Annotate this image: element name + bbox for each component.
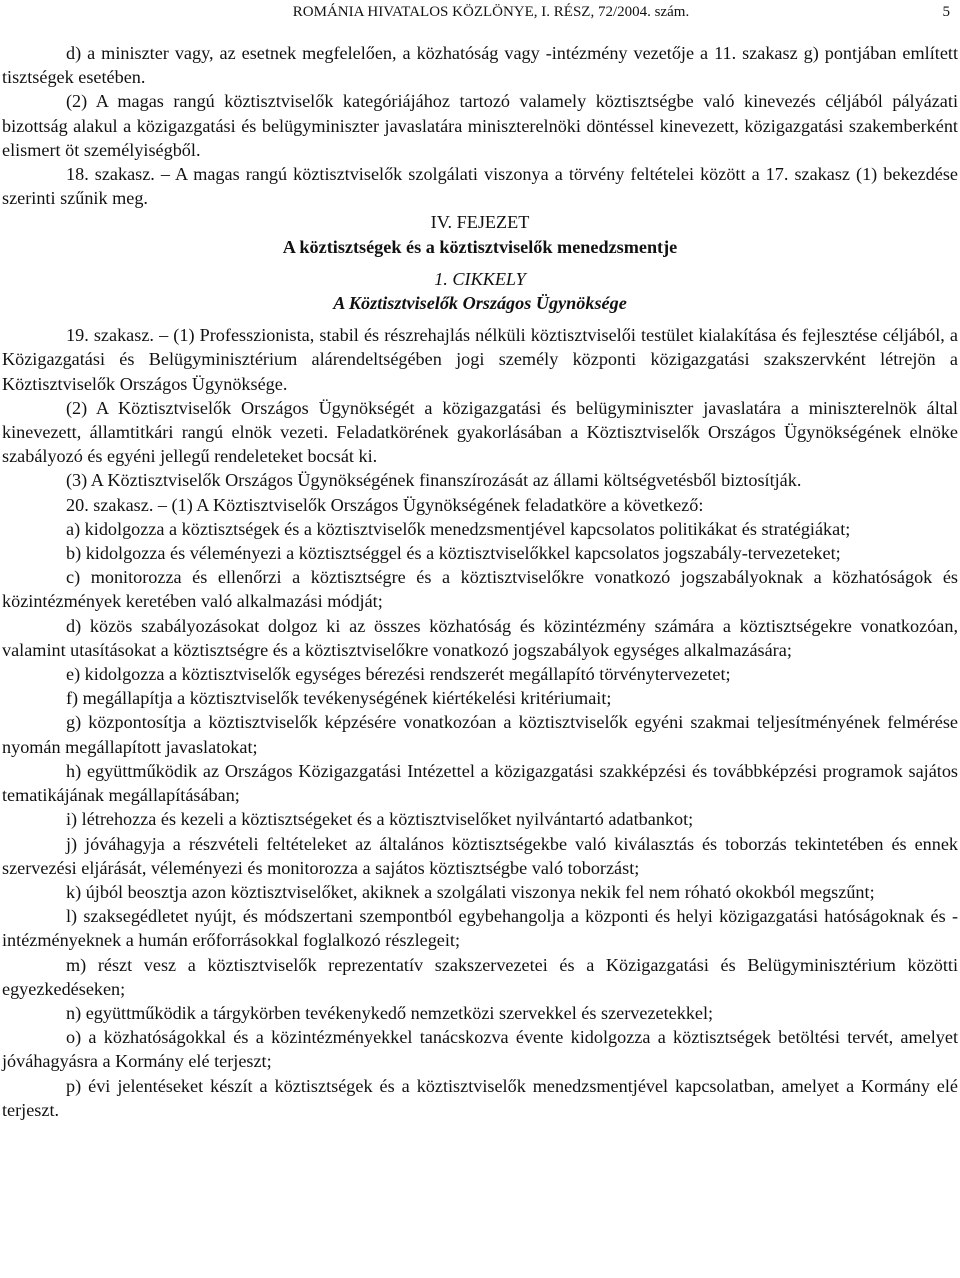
article-number: 1. CIKKELY [434, 268, 526, 289]
page-number: 5 [942, 4, 950, 20]
list-item-b: b) kidolgozza és véleményezi a köztisztséggel és a köztisztviselőkkel kapcsolatos jogszabály-tervezeteket; [66, 543, 841, 564]
list-item-p: p) évi jelentéseket készít a köztisztségek és a köztisztviselők menedzsmentjével kapcsolatban, amelyet a Kormány elé terjeszt. [2, 1075, 958, 1120]
list-item-k: k) újból beosztja azon köztisztviselőket, akiknek a szolgálati viszonya nekik fel nem róható okokból megszűnt; [66, 881, 875, 902]
list-item-o: o) a közhatóságokkal és a közintézményekkel tanácskozva évente kidolgozza a köztisztségek betöltési tervét, amelyet jóváhagyásra a Kormány elé terjeszt; [2, 1027, 958, 1072]
list-item-m: m) részt vesz a köztisztviselők reprezentatív szakszervezetei és a Közigazgatási és Belügyminisztérium közötti egyezkedéseken; [2, 954, 958, 999]
list-item-g: g) központosítja a köztisztviselők képzésére vonatkozóan a köztisztviselők egyéni szakmai teljesítményének felmérése nyomán megállapított javaslatokat; [2, 712, 958, 757]
list-item-i: i) létrehozza és kezeli a köztisztségeket és a köztisztviselőket nyilvántartó adatbankot; [66, 809, 694, 830]
list-item-h: h) együttműködik az Országos Közigazgatási Intézettel a közigazgatási szakképzési és továbbképzési programok sajátos tematikájának megállapításában; [2, 760, 958, 806]
chapter-number: IV. FEJEZET [430, 212, 530, 233]
paragraph-18: 18. szakasz. – A magas rangú köztisztviselők szolgálati viszonya a törvény feltételei között a 17. szakasz (1) bekezdése szerinti szűnik meg. [2, 164, 958, 209]
article-title: A Köztisztviselők Országos Ügynöksége [333, 293, 627, 314]
paragraph-19-3: (3) A Köztisztviselők Országos Ügynökségének finanszírozását az állami költségvetésből biztosítják. [66, 470, 802, 491]
list-item-a: a) kidolgozza a köztisztségek és a köztisztviselők menedzsmentjével kapcsolatos politikákat és stratégiákat; [66, 518, 851, 539]
list-item-j: j) jóváhagyja a részvételi feltételeket az általános köztisztségekbe való kiválasztás és toborzás tekintetében és ennek szervezési eljárását, véleményezi és monitorozza a sajátos köztisztségbe való toborzást; [2, 833, 958, 878]
list-item-c: c) monitorozza és ellenőrzi a köztisztségre és a köztisztviselőkre vonatkozó jogszabályoknak a közhatóságok és közintézmények keretében való alkalmazási módját; [2, 567, 958, 612]
gazette-title: ROMÁNIA HIVATALOS KÖZLÖNYE, I. RÉSZ, 72/2004. szám. [292, 4, 690, 20]
list-item-d: d) közös szabályozásokat dolgoz ki az összes közhatóság és közintézmény számára a köztisztségekre vonatkozóan, valamint utasításokat a köztisztségre és a köztisztviselőkre vonatkozó jogszabályok egységes alkalmazására; [2, 615, 958, 660]
list-item-e: e) kidolgozza a köztisztviselők egységes bérezési rendszerét megállapító törvénytervezetet; [66, 664, 731, 685]
running-header [2, 2, 958, 22]
list-item-l: l) szaksegédletet nyújt, és módszertani szempontból egybehangolja a központi és helyi közigazgatási hatóságoknak és -intézményeknek a humán erőforrásokkal foglalkozó részlegeit; [2, 906, 958, 951]
paragraph-19-1: 19. szakasz. – (1) Professzionista, stabil és részrehajlás nélküli köztisztviselői testület kialakítása és fejlesztése céljából, a Közigazgatási és Belügyminisztérium alárendeltségében jogi személy központi közigazgatási szakszervként létrejön a Köztisztviselők Országos Ügynöksége. [2, 325, 958, 394]
paragraph-17-1-d: d) a miniszter vagy, az esetnek megfelelően, a közhatóság vagy -intézmény vezetője a 11. szakasz g) pontjában említett tisztségek esetében. [2, 43, 958, 88]
paragraph-19-2: (2) A Köztisztviselők Országos Ügynökségét a közigazgatási és belügyminiszter javaslatára a miniszterelnök által kinevezett, államtitkári rangú elnök vezeti. Feladatkörének gyakorlásában a Köztisztviselők Országos Ügynökségének elnöke szabályozó és egyéni jellegű rendeleteket bocsát ki. [2, 397, 958, 467]
paragraph-17-2: (2) A magas rangú köztisztviselők kategóriájához tartozó valamely köztisztségbe való kinevezés céljából pályázati bizottság alakul a közigazgatási és belügyminiszter javaslatára miniszterelnöki döntéssel kinevezett, közigazgatási szakemberként elismert öt személyiségből. [2, 91, 958, 160]
chapter-title: A köztisztségek és a köztisztviselők menedzsmentje [282, 236, 678, 257]
list-item-f: f) megállapítja a köztisztviselők tevékenységének kiértékelési kritériumait; [66, 688, 612, 709]
paragraph-20-intro: 20. szakasz. – (1) A Köztisztviselők Országos Ügynökségének feladatköre a következő: [66, 494, 704, 515]
list-item-n: n) együttműködik a tárgykörben tevékenykedő nemzetközi szervekkel és szervezetekkel; [66, 1002, 714, 1023]
